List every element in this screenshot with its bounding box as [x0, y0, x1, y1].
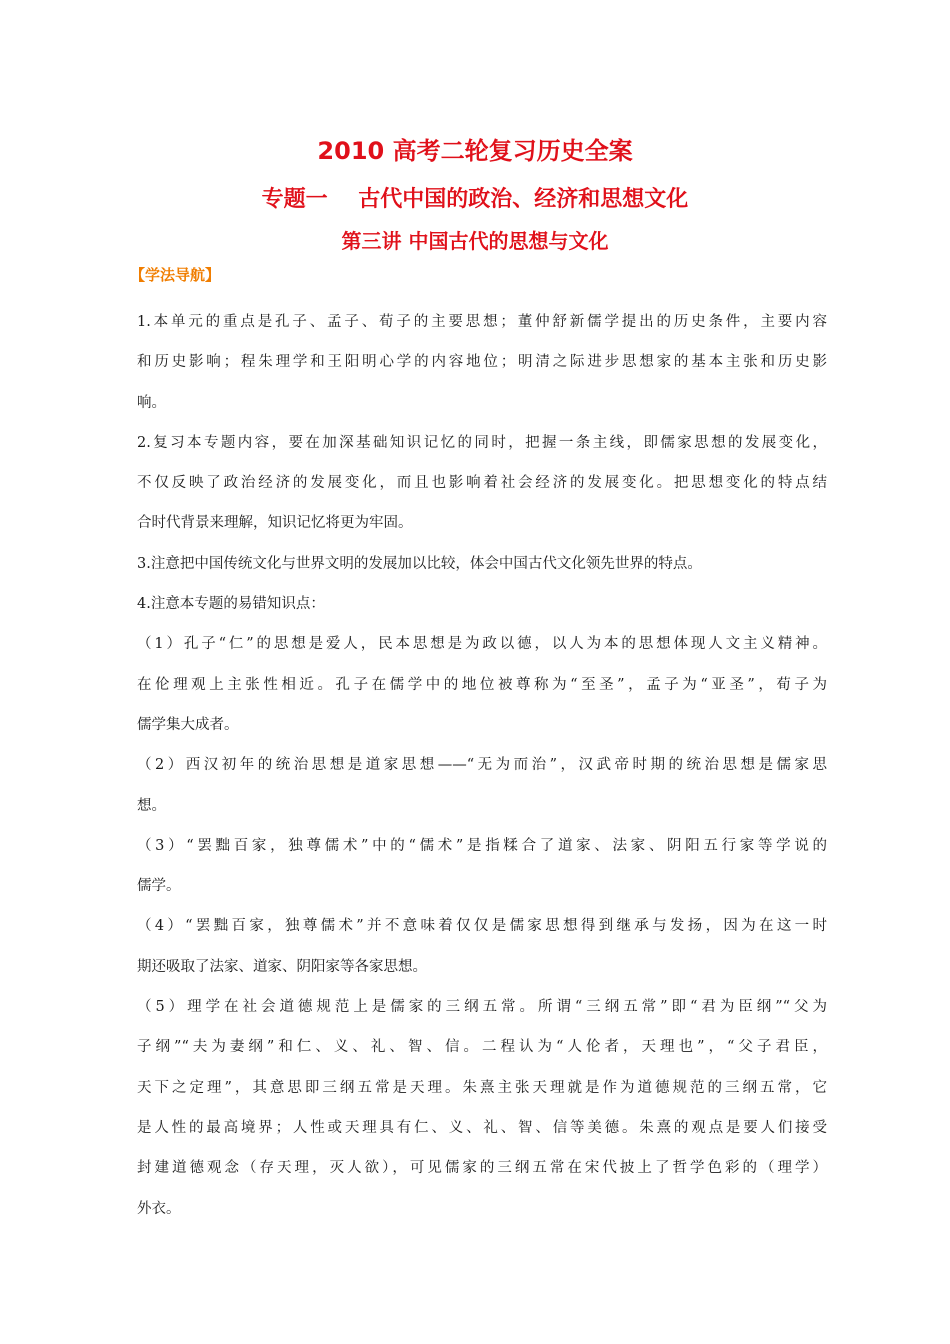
text-line: 在伦理观上主张性相近。孔子在儒学中的地位被尊称为“至圣”，孟子为“亚圣”，荀子为	[137, 676, 827, 693]
lecture-title: 第三讲 中国古代的思想与文化	[341, 229, 609, 253]
body-text	[137, 302, 827, 1229]
document-title: 2010 高考二轮复习历史全案	[317, 137, 633, 165]
text-line: 不仅反映了政治经济的发展变化，而且也影响着社会经济的发展变化。把思想变化的特点结	[137, 475, 827, 492]
text-line: 想。	[137, 797, 166, 814]
text-line: 2.复习本专题内容，要在加深基础知识记忆的同时，把握一条主线，即儒家思想的发展变化，	[137, 434, 827, 451]
text-line: 合时代背景来理解，知识记忆将更为牢固。	[137, 515, 413, 532]
text-line: （5）理学在社会道德规范上是儒家的三纲五常。所谓“三纲五常”即“君为臣纲”“父为	[137, 999, 827, 1016]
text-line: 响。	[137, 394, 166, 411]
section-heading: 【学法导航】	[130, 266, 221, 284]
text-line: 期还吸取了法家、道家、阴阳家等各家思想。	[137, 958, 427, 975]
text-line: （4）“罢黜百家，独尊儒术”并不意味着仅仅是儒家思想得到继承与发扬，因为在这一时	[137, 918, 827, 935]
text-line: 天下之定理”，其意思即三纲五常是天理。朱熹主张天理就是作为道德规范的三纲五常，它	[137, 1079, 827, 1096]
text-line: 子纲”“夫为妻纲”和仁、义、礼、智、信。二程认为“人伦者，天理也”，“父子君臣，	[137, 1039, 827, 1056]
text-line: 儒学集大成者。	[137, 716, 239, 733]
text-line: （3）“罢黜百家，独尊儒术”中的“儒术”是指糅合了道家、法家、阴阳五行家等学说的	[137, 837, 827, 854]
text-line: 和历史影响；程朱理学和王阳明心学的内容地位；明清之际进步思想家的基本主张和历史影	[137, 354, 827, 371]
text-line: 3.注意把中国传统文化与世界文明的发展加以比较，体会中国古代文化领先世界的特点。	[137, 555, 702, 572]
text-line: （2）西汉初年的统治思想是道家思想——“无为而治”，汉武帝时期的统治思想是儒家思	[137, 757, 827, 774]
text-line: 4.注意本专题的易错知识点：	[137, 596, 325, 613]
text-line: （1）孔子“仁”的思想是爱人，民本思想是为政以德，以人为本的思想体现人文主义精神。	[137, 636, 827, 653]
text-line: 儒学。	[137, 878, 181, 895]
text-line: 是人性的最高境界；人性或天理具有仁、义、礼、智、信等美德。朱熹的观点是要人们接受	[137, 1119, 827, 1136]
subject-title: 专题一 古代中国的政治、经济和思想文化	[261, 187, 689, 212]
text-line: 外衣。	[137, 1200, 181, 1217]
text-line: 1.本单元的重点是孔子、孟子、荀子的主要思想；董仲舒新儒学提出的历史条件，主要内容	[137, 314, 827, 330]
text-line: 封建道德观念（存天理，灭人欲），可见儒家的三纲五常在宋代披上了哲学色彩的（理学）	[137, 1160, 827, 1177]
